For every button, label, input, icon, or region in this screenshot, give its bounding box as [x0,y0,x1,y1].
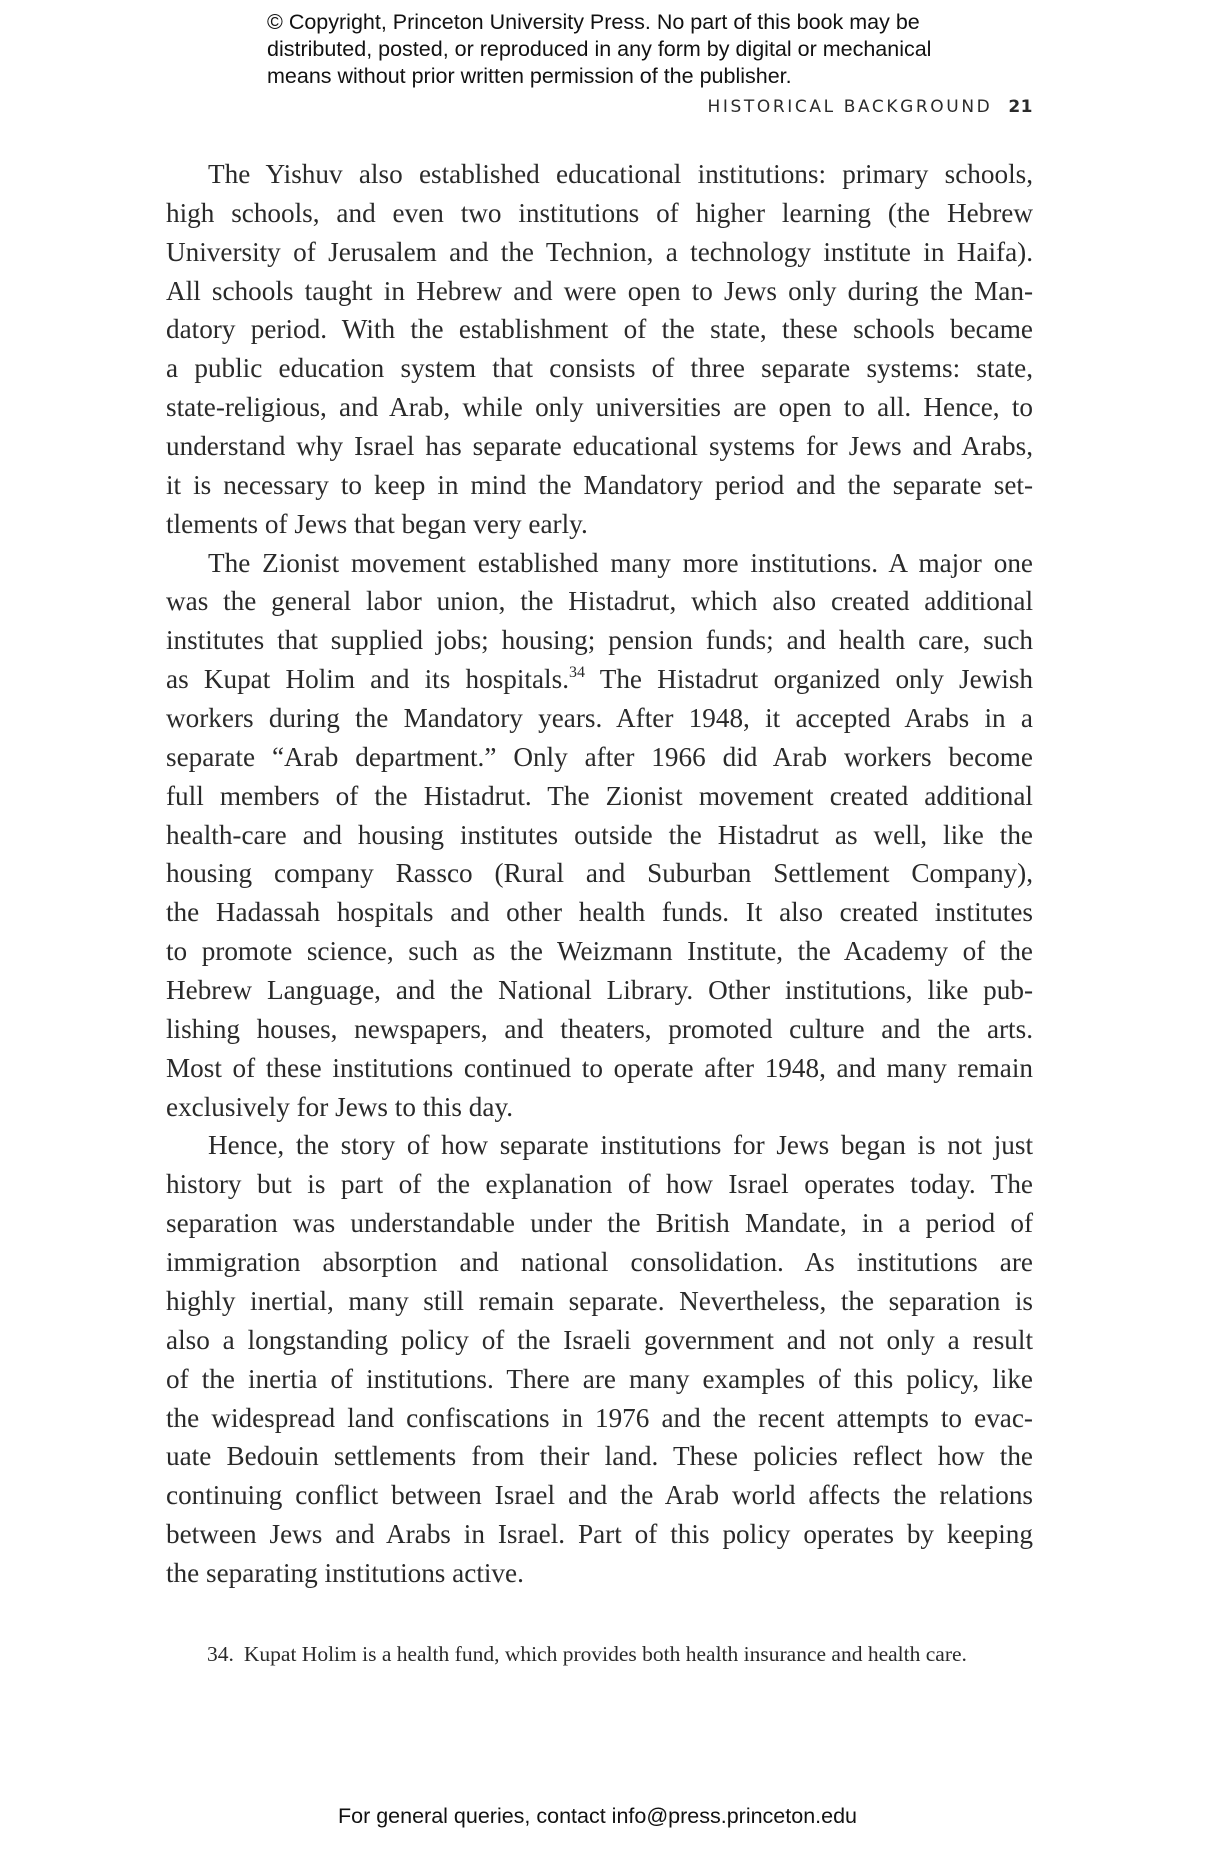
text-line: history but is part of the explanation of how Israel operates today. The [166,1169,1033,1200]
copyright-notice [267,9,987,90]
text-line: separate “Arab department.” Only after 1966 did Arab workers become [166,741,1033,772]
paragraph-3 [166,1126,1033,1592]
text-line: All schools taught in Hebrew and were open to Jews only during the Man- [166,275,1033,306]
footnote-number: 34. [207,1642,234,1666]
text-line: the widespread land confiscations in 1976 and the recent attempts to evac- [166,1402,1033,1433]
text-line: understand why Israel has separate educational systems for Jews and Arabs, [166,431,1033,462]
text-line: exclusively for Jews to this day. [166,1091,514,1122]
body-text [166,155,1033,1593]
footnote-text: Kupat Holim is a health fund, which provides both health insurance and health care. [243,1642,967,1666]
text-line: to promote science, such as the Weizmann Institute, the Academy of the [166,936,1033,967]
text-line: uate Bedouin settlements from their land. These policies reflect how the [166,1441,1033,1472]
copyright-line: © Copyright, Princeton University Press. No part of this book may be [267,10,920,34]
text-line: highly inertial, many still remain separate. Nevertheless, the separation is [166,1285,1033,1316]
text-line: Most of these institutions continued to operate after 1948, and many remain [166,1052,1033,1083]
text-line: the separating institutions active. [166,1557,524,1588]
text-line: health-care and housing institutes outside the Histadrut as well, like the [166,819,1033,850]
text-line: tlements of Jews that began very early. [166,508,588,539]
copyright-line: distributed, posted, or reproduced in any form by digital or mechanical [267,37,932,61]
text-line: workers during the Mandatory years. After 1948, it accepted Arabs in a [166,703,1033,734]
text-line: was the general labor union, the Histadrut, which also created additional [166,586,1033,617]
text-line: Hence, the story of how separate institutions for Jews began is not just [208,1130,1033,1161]
paragraph-2 [166,544,1033,1127]
running-head [600,97,1033,117]
text-segment: as Kupat Holim and its hospitals. [166,664,569,695]
paragraph-1 [166,155,1033,544]
copyright-line: means without prior written permission of the publisher. [267,64,792,88]
footnote-34 [207,1640,1037,1668]
text-line: The Yishuv also established educational institutions: primary schools, [208,159,1033,189]
text-line: datory period. With the establishment of the state, these schools became [166,314,1033,345]
text-line: The Zionist movement established many more institutions. A major one [208,547,1033,578]
text-line: also a longstanding policy of the Israeli government and not only a result [166,1324,1033,1355]
page-footer [338,1803,858,1829]
text-line: Hebrew Language, and the National Library. Other institutions, like pub- [166,975,1033,1006]
running-head-title: HISTORICAL BACKGROUND [707,97,993,117]
text-line: the Hadassah hospitals and other health funds. It also created institutes [166,897,1033,928]
text-line: of the inertia of institutions. There are many examples of this policy, like [166,1363,1033,1394]
text-line: continuing conflict between Israel and the Arab world affects the relations [166,1480,1033,1511]
footnote-reference[interactable]: 34 [569,664,585,682]
text-line: lishing houses, newspapers, and theaters, promoted culture and the arts. [166,1013,1033,1044]
text-line: high schools, and even two institutions of higher learning (the Hebrew [166,197,1033,228]
text-line-with-footnote [166,660,1033,699]
text-line: separation was understandable under the British Mandate, in a period of [166,1208,1033,1239]
text-line: full members of the Histadrut. The Zionist movement created additional [166,780,1033,811]
text-line: immigration absorption and national consolidation. As institutions are [166,1247,1033,1278]
text-line: institutes that supplied jobs; housing; pension funds; and health care, such [166,625,1033,656]
text-line: housing company Rassco (Rural and Suburban Settlement Company), [166,858,1033,889]
text-line: it is necessary to keep in mind the Mandatory period and the separate set- [166,469,1033,500]
footer-contact-text: For general queries, contact info@press.princeton.edu [338,1804,858,1828]
page-number: 21 [1008,97,1033,117]
text-line: University of Jerusalem and the Technion, a technology institute in Haifa). [166,236,1033,267]
text-line: between Jews and Arabs in Israel. Part of this policy operates by keeping [166,1519,1033,1550]
text-segment: The Histadrut organized only Jewish [585,664,1034,695]
text-line: state-religious, and Arab, while only universities are open to all. Hence, to [166,392,1033,423]
text-line: a public education system that consists of three separate systems: state, [166,353,1033,384]
